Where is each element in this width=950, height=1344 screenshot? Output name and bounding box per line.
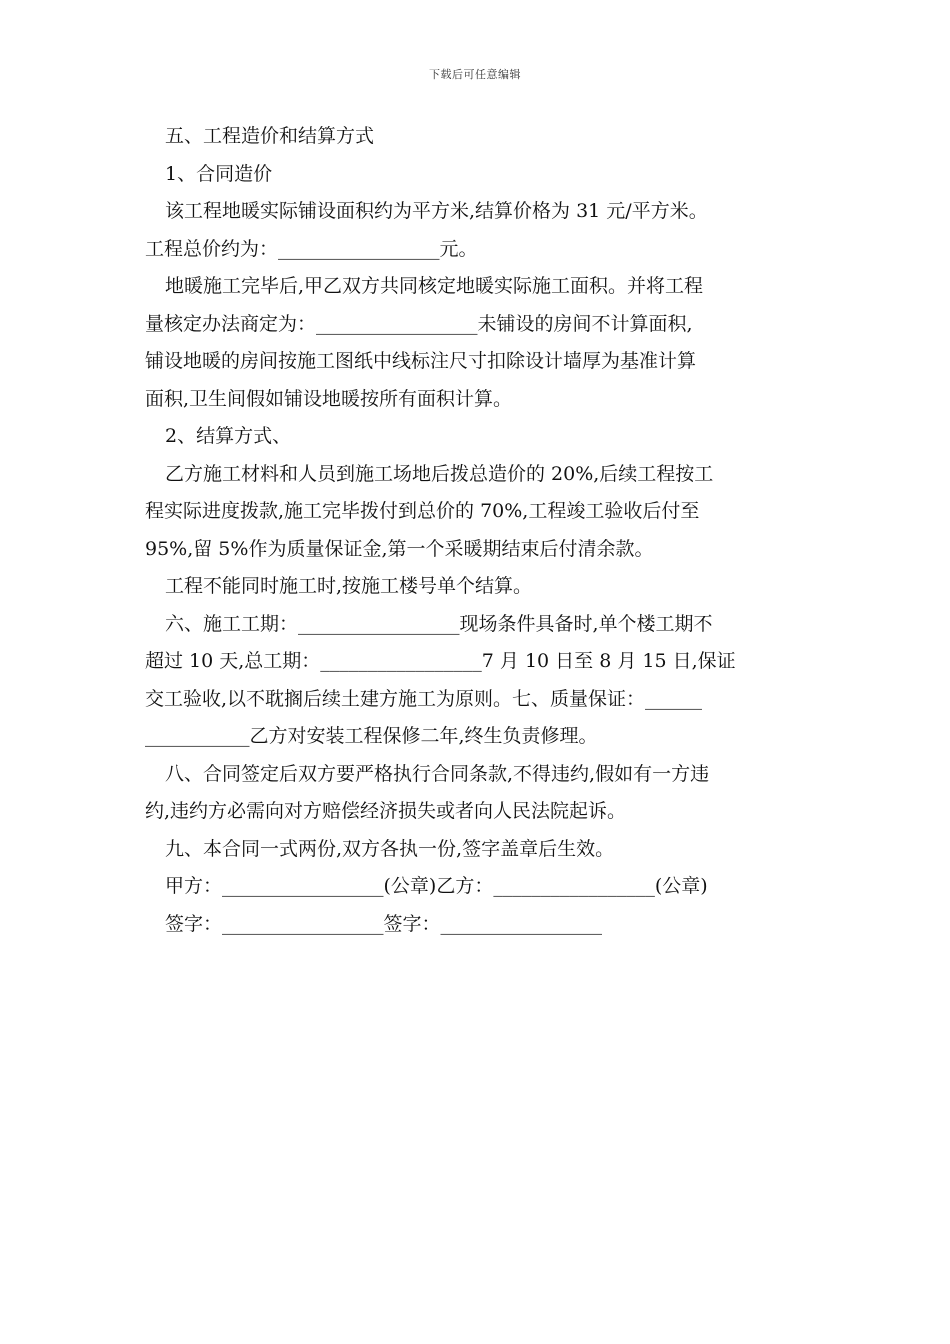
paragraph-line: 乙方施工材料和人员到施工场地后拨总造价的 20%,后续工程按工 <box>165 462 714 485</box>
section-copies: 九、本合同一式两份,双方各执一份,签字盖章后生效。 <box>165 837 615 860</box>
paragraph-line: 交工验收,以不耽搁后续土建方施工为原则。七、质量保证：______ <box>145 687 703 710</box>
paragraph-line: 该工程地暖实际铺设面积约为平方米,结算价格为 31 元/平方米。 <box>165 200 708 222</box>
section-heading-cost: 五、工程造价和结算方式 <box>165 125 375 147</box>
paragraph-line: ___________乙方对安装工程保修二年,终生负责修理。 <box>145 725 598 747</box>
paragraph-line: 程实际进度拨款,施工完毕拨付到总价的 70%,工程竣工验收后付至 <box>145 500 700 522</box>
paragraph-line: 面积,卫生间假如铺设地暖按所有面积计算。 <box>145 387 513 410</box>
subheading-contract-price: 1、合同造价 <box>165 162 273 185</box>
paragraph-line: 约,违约方必需向对方赔偿经济损失或者向人民法院起诉。 <box>145 800 627 822</box>
section-contract-terms: 八、合同签定后双方要严格执行合同条款,不得违约,假如有一方违 <box>165 762 710 785</box>
document-body <box>145 118 810 943</box>
section-construction-period: 六、施工工期：_________________现场条件具备时,单个楼工期不 <box>165 612 713 635</box>
paragraph-line: 量核定办法商定为：_________________未铺设的房间不计算面积, <box>145 312 693 335</box>
paragraph-line: 工程不能同时施工时,按施工楼号单个结算。 <box>165 575 533 597</box>
paragraph-line: 工程总价约为：_________________元。 <box>145 237 478 260</box>
subheading-settlement-method: 2、结算方式、 <box>165 425 292 447</box>
page-header: 下载后可任意编辑 <box>429 68 521 81</box>
paragraph-line: 铺设地暖的房间按施工图纸中线标注尺寸扣除设计墙厚为基准计算 <box>145 350 697 372</box>
party-seal-line: 甲方：_________________(公章)乙方：_________________(公章) <box>165 875 708 897</box>
paragraph-line: 超过 10 天,总工期：_________________7 月 10 日至 8 月 15 日,保证 <box>145 650 736 672</box>
paragraph-line: 95%,留 5%作为质量保证金,第一个采暖期结束后付清余款。 <box>145 537 654 560</box>
paragraph-line: 地暖施工完毕后,甲乙双方共同核定地暖实际施工面积。并将工程 <box>165 275 704 297</box>
signature-line: 签字：_________________签字：_________________ <box>165 912 603 935</box>
